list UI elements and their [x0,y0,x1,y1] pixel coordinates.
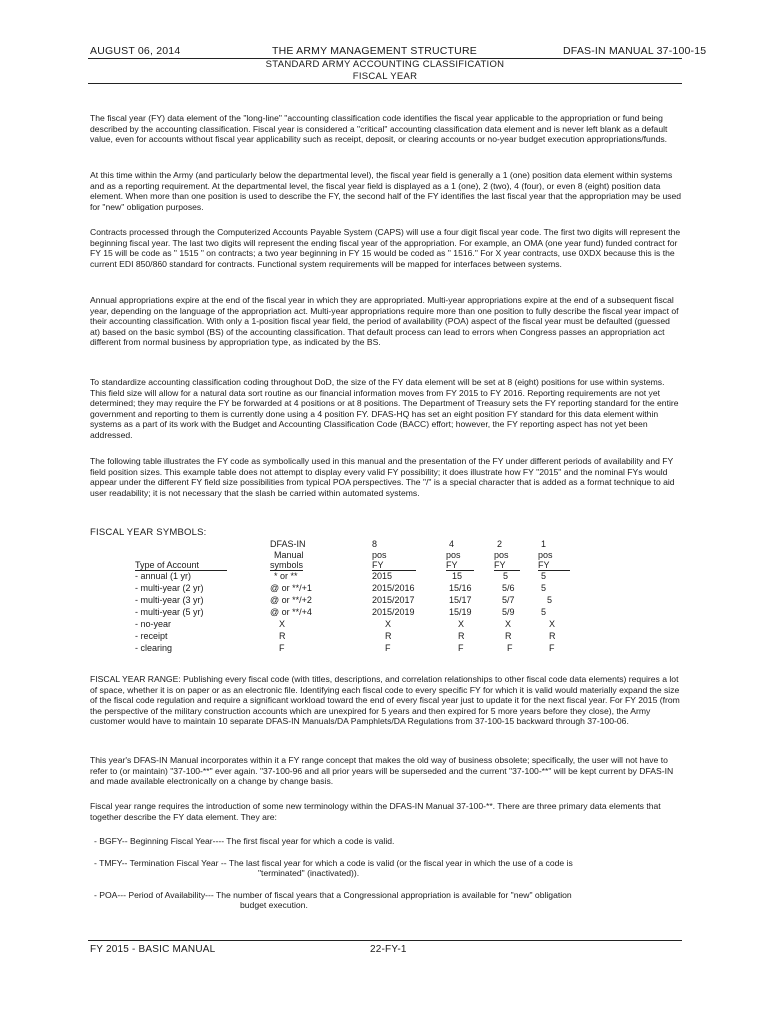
table-cell-2pos: 5 [503,571,509,581]
table-cell-2pos: 5/6 [502,583,515,593]
table-cell-1pos: R [549,631,556,641]
table-cell-4pos: R [458,631,465,641]
col-header-2-2: pos [494,550,509,560]
col-header-4-2: pos [446,550,461,560]
definition-tmfy: - TMFY-- Termination Fiscal Year -- The last fiscal year for which a code is valid (or the fiscal year in which the use of a code is "terminated" (inactivated)). [94,857,573,878]
footer-manual-title: FY 2015 - BASIC MANUAL [90,944,216,955]
col-header-2-1: 2 [497,539,503,549]
col-header-8-3: FY [372,560,416,571]
paragraph-4: Annual appropriations expire at the end of the fiscal year in which they are appropriated. Multi-year appropriations expire at the end of a subsequent fiscal year, depending on the language of the appropriation act. Multi-year appropriations require more than one position to fully describe the fiscal year impact of their accounting classification. With only a 1-position fiscal year field, the period of availability (POA) aspect of the fiscal year must be defaulted (guessed at) based on the basic symbol (BS) of the accounting classification. That default process can lead to errors when Congress passes an appropriation act different from normal business by appropriation type, as indicated by the BS. [90,295,679,347]
table-cell-manual: @ or **/+4 [270,607,312,617]
table-cell-1pos: 5 [541,571,547,581]
footer-rule [88,940,682,941]
table-cell-1pos: 5 [541,607,547,617]
table-cell-4pos: 15 [452,571,463,581]
table-cell-8pos: 2015/2016 [372,583,415,593]
table-cell-1pos: F [549,643,555,653]
table-cell-1pos: 5 [541,583,547,593]
table-title: FISCAL YEAR SYMBOLS: [90,527,207,538]
table-cell-1pos: 5 [547,595,553,605]
table-cell-1pos: X [549,619,556,629]
table-cell-type: - annual (1 yr) [135,571,192,581]
table-cell-type: - no-year [135,619,172,629]
header-date: AUGUST 06, 2014 [90,45,181,57]
table-cell-4pos: 15/16 [449,583,472,593]
table-cell-type: - receipt [135,631,168,641]
col-header-8-2: pos [372,550,387,560]
definition-bgfy: - BGFY-- Beginning Fiscal Year---- The first fiscal year for which a code is valid. [94,836,395,846]
range-paragraph-1: FISCAL YEAR RANGE: Publishing every fiscal code (with titles, descriptions, and correlation relationships to other fiscal code data elements) requires a lot of space, whether it is on paper or as an electronic file. Identifying each fiscal code to every specific FY for which it is valid would materially expand the size of the fiscal code regulation and require a significant workload toward the end of every fiscal year just to update it for the next fiscal year. For FY 2015 (from the perspective of the military construction accounts which are unexpired for 5 years and then expired for 5 more years before they close), the Army customer would have to maintain 10 separate DFAS-IN Manuals/DA Pamphlets/DA Regulations from 37-100-15 backward through 37-100-06. [90,674,680,726]
table-cell-4pos: X [458,619,465,629]
col-header-manual-2: Manual [274,550,304,560]
paragraph-3: Contracts processed through the Computerized Accounts Payable System (CAPS) will use a four digit fiscal year code. The first two digits will represent the beginning fiscal year. The last two digits will represent the ending fiscal year of the appropriation. For example, an OMA (one year fund) funded contract for FY 15 will be code as " 1515 " on contracts; a two year beginning in FY 15 would be coded as " 1516." For X year contracts, use 0XDX because this is the current EDI 850/860 standard for contracts. Functional system requirements will be mapped for interfaces between systems. [90,227,681,269]
table-cell-8pos: 2015 [372,571,393,581]
table-cell-manual: @ or **/+2 [270,595,312,605]
table-cell-4pos: F [458,643,464,653]
section-title: STANDARD ARMY ACCOUNTING CLASSIFICATION [265,59,505,70]
col-header-type: Type of Account [135,560,227,571]
range-paragraph-2: This year's DFAS-IN Manual incorporates within it a FY range concept that makes the old way of business obsolete; specifically, the user will not have to refer to (or maintain) "37-100-**" ever again. "37-100-96 and all prior years will be superseded and the current "37-100-**" will be kept current by DFAS-IN and made available electronically on a change by change basis. [90,755,674,786]
subsection-rule [88,83,682,84]
table-cell-8pos: 2015/2017 [372,595,415,605]
table-cell-8pos: F [385,643,391,653]
col-header-manual-1: DFAS-IN [270,539,306,549]
header-manual: DFAS-IN MANUAL 37-100-15 [563,45,707,57]
table-cell-manual: X [279,619,286,629]
definitions-list [94,836,686,922]
range-paragraph-3: Fiscal year range requires the introduction of some new terminology within the DFAS-IN Manual 37-100-**. There are three primary data elements that together describe the FY data element. They are: [90,801,661,822]
table-cell-manual: * or ** [274,571,298,581]
col-header-8-1: 8 [372,539,378,549]
table-cell-type: - multi-year (2 yr) [135,583,204,593]
table-cell-8pos: R [385,631,392,641]
table-cell-2pos: 5/9 [502,607,515,617]
subsection-title: FISCAL YEAR [352,71,418,82]
table-cell-manual: R [279,631,286,641]
table-cell-manual: F [279,643,285,653]
paragraph-5: To standardize accounting classification coding throughout DoD, the size of the FY data element will be set at 8 (eight) positions for use within systems. This field size will allow for a natural data sort routine as our financial information moves from FY 2015 to FY 2016. Reporting requirements are not yet determined; they may require the FY be forwarded at 4 positions or at 8 positions. The Department of Treasury sets the FY reporting standard for the entire government and reporting to them is currently done using a 4 position FY. DFAS-HQ has set an eight position FY standard for this data element within systems as a part of its work with the Budget and Accounting Classification Code (BACC) effort; however, the FY reporting aspect has not yet been addressed. [90,377,679,440]
col-header-2-3: FY [494,560,520,571]
table-cell-8pos: 2015/2019 [372,607,415,617]
table-cell-2pos: X [505,619,512,629]
col-header-1-2: pos [538,550,553,560]
table-cell-2pos: F [507,643,513,653]
paragraph-1: The fiscal year (FY) data element of the "long-line" "accounting classification code identifies the fiscal year applicable to the appropriation or fund being described by the accounting classification. Fiscal year is considered a "critical" accounting classification data element and is never left blank as a default value, even for accounts without fiscal year applicability such as receipt, deposit, or clearing accounts or no-year budget execution appropriations/funds. [90,113,668,144]
table-cell-manual: @ or **/+1 [270,583,312,593]
paragraph-6: The following table illustrates the FY code as symbolically used in this manual and the presentation of the FY under different periods of availability and FY field position sizes. This example table does not attempt to display every valid FY possibility; it does illustrate how FY "2015" and the nominal FYs would appear under the different FY field size possibilities from typical POA perspectives. The "/" is a special character that is added as a format technique to aid user readability; it is not necessary that the slash be carried within automated systems. [90,456,675,498]
col-header-4-1: 4 [449,539,455,549]
header-title: THE ARMY MANAGEMENT STRUCTURE [272,45,477,57]
table-cell-4pos: 15/19 [449,607,472,617]
paragraph-2: At this time within the Army (and particularly below the departmental level), the fiscal year field is generally a 1 (one) position data element within systems and as a reporting requirement. At the departmental level, the fiscal year field is displayed as a 1 (one), 2 (two), 4 (four), or even 8 (eight) position data element. When more than one position is used to describe the FY, the second half of the FY identifies the last fiscal year that the appropriation may be used for "new" obligation purposes. [90,170,682,212]
page-number: 22-FY-1 [370,944,407,955]
table-cell-2pos: 5/7 [502,595,515,605]
table-cell-4pos: 15/17 [449,595,472,605]
col-header-1-1: 1 [541,539,547,549]
table-cell-8pos: X [385,619,392,629]
table-cell-type: - multi-year (5 yr) [135,607,204,617]
col-header-1-3: FY [538,560,570,571]
col-header-manual-3: symbols [270,560,304,570]
col-header-4-3: FY [446,560,474,571]
table-cell-2pos: R [505,631,512,641]
table-cell-type: - multi-year (3 yr) [135,595,204,605]
table-cell-type: - clearing [135,643,173,653]
definition-poa: - POA--- Period of Availability--- The number of fiscal years that a Congressional appropriation is available for "new" obligation budget execution. [94,889,572,910]
